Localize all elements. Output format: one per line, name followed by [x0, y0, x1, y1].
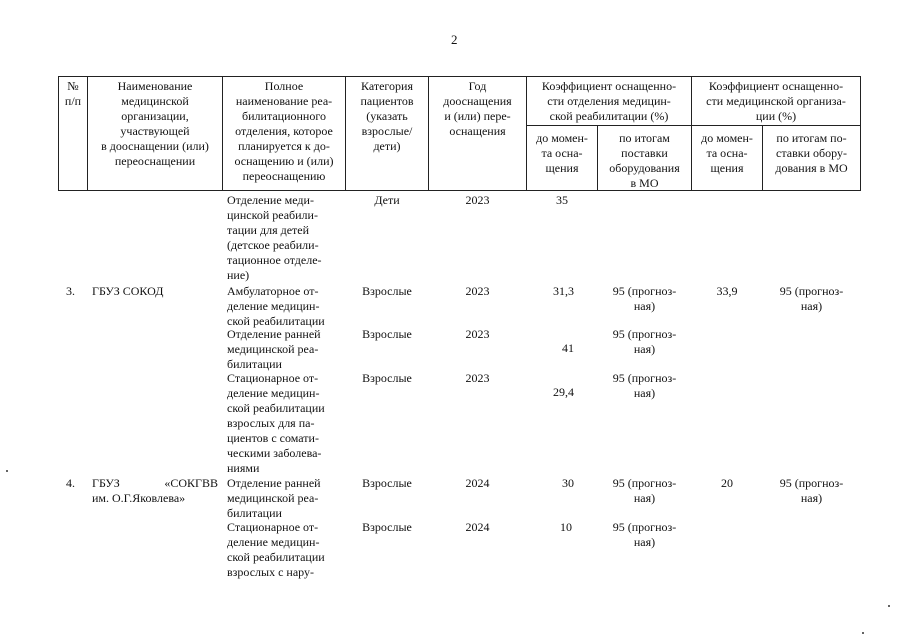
dept-coef-after: 95 (прогноз- ная)	[612, 520, 677, 549]
dept-coef-before: 31,3	[553, 284, 574, 298]
dept-coef-after: 95 (прогноз- ная)	[612, 371, 677, 400]
header-category: Категория пациентов (указать взрослые/ дети)	[360, 79, 414, 153]
header-num: № п/п	[64, 79, 82, 108]
patient-category: Взрослые	[362, 327, 412, 341]
organization-name-part: им. О.Г.Яковлева»	[92, 491, 186, 505]
org-coef-after: 95 (прогноз- ная)	[779, 284, 844, 313]
scan-speck	[888, 605, 890, 607]
equipment-year: 2024	[465, 520, 490, 534]
table-top-border	[58, 76, 860, 77]
header-organization: Наименование медицинской организации, участвующей в дооснащении (или) переоснащении	[101, 79, 209, 168]
row-number: 3.	[66, 284, 75, 298]
department-name: Отделение меди- цинской реабили- тации для детей (детское реабили- тационное отделе- ние)	[227, 193, 322, 282]
header-dept-after: по итогам поставки оборудования в МО	[609, 131, 680, 190]
equipment-year: 2024	[465, 476, 490, 490]
department-name: Отделение ранней медицинской реа- билитации	[227, 476, 321, 520]
patient-category: Взрослые	[362, 371, 412, 385]
org-coef-before: 33,9	[716, 284, 738, 298]
dept-coef-before: 35	[556, 193, 568, 207]
header-bottom-border	[58, 190, 860, 191]
row-number: 4.	[66, 476, 75, 490]
org-coef-before: 20	[721, 476, 733, 490]
dept-coef-before: 10	[560, 520, 572, 534]
scan-speck	[862, 632, 864, 634]
group-divider-line	[526, 125, 860, 126]
dept-coef-before: 29,4	[553, 385, 574, 399]
org-coef-after: 95 (прогноз- ная)	[779, 476, 844, 505]
department-name: Стационарное от- деление медицин- ской реабилитации взрослых с нару-	[227, 520, 325, 579]
patient-category: Взрослые	[362, 520, 412, 534]
department-name: Амбулаторное от- деление медицин- ской реабилитации	[227, 284, 325, 328]
equipment-year: 2023	[465, 327, 490, 341]
organization-name: ГБУЗ СОКОД	[92, 284, 164, 298]
equipment-year: 2023	[465, 284, 490, 298]
patient-category: Взрослые	[362, 476, 412, 490]
patient-category: Взрослые	[362, 284, 412, 298]
table-right-border	[860, 76, 861, 191]
dept-coef-before: 30	[562, 476, 574, 490]
dept-coef-before: 41	[562, 341, 574, 355]
dept-coef-after: 95 (прогноз- ная)	[612, 284, 677, 313]
equipment-year: 2023	[465, 371, 490, 385]
header-org-after: по итогам по- ставки обору- дования в МО	[775, 131, 848, 175]
header-dept-before: до момен- та осна- щения	[536, 131, 588, 175]
dept-coef-after: 95 (прогноз- ная)	[612, 476, 677, 505]
department-name: Стационарное от- деление медицин- ской реабилитации взрослых для па- циентов с сомати- ческими заболева- ниями	[227, 371, 325, 475]
equipment-year: 2023	[465, 193, 490, 207]
header-year: Год дооснащения и (или) пере- оснащения	[443, 79, 512, 138]
patient-category: Дети	[374, 193, 400, 207]
scan-speck	[6, 470, 8, 472]
header-group-department: Коэффициент оснащенно- сти отделения медицин- ской реабилитации (%)	[541, 79, 677, 123]
header-department: Полное наименование реа- билитационного отделения, которое планируется к до- оснащению и (или) переоснащению	[234, 79, 334, 183]
organization-name-part: ГБУЗ	[92, 476, 120, 490]
header-org-before: до момен- та осна- щения	[701, 131, 753, 175]
department-name: Отделение ранней медицинской реа- билитации	[227, 327, 321, 371]
header-group-organization: Коэффициент оснащенно- сти медицинской организа- ции (%)	[706, 79, 846, 123]
page-number: 2	[451, 32, 458, 47]
organization-name-part: «СОКГВВ	[164, 476, 218, 490]
dept-coef-after: 95 (прогноз- ная)	[612, 327, 677, 356]
